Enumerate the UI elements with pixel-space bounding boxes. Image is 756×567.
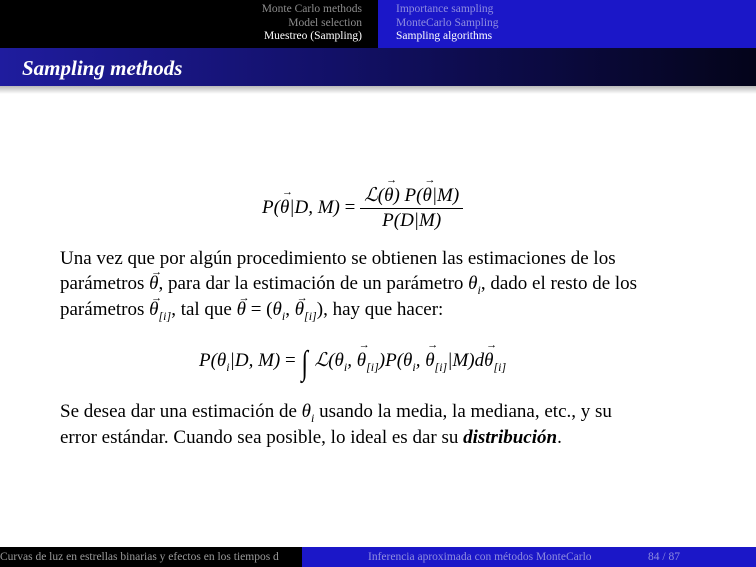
footer-right bbox=[302, 547, 756, 567]
paragraph-1-line-3: parámetros → $\theta_{[i]}$, tal que → $\theta = (\theta_i$, → $\theta_{[i]}$), hay que hacer: bbox=[60, 297, 443, 329]
paragraph-1-line-1: Una vez que por algún procedimiento se obtienen las estimaciones de los bbox=[60, 248, 616, 269]
nav-section-model-selection[interactable]: Model selection bbox=[288, 16, 362, 29]
frame-title-bar bbox=[0, 48, 756, 86]
text-segment: parámetros bbox=[60, 299, 145, 320]
nav-section-monte-carlo[interactable]: Monte Carlo methods bbox=[261, 3, 362, 15]
nav-section-list bbox=[0, 0, 378, 48]
nav-subsection-list bbox=[378, 0, 756, 48]
text-segment: Se desea dar una estimación de bbox=[60, 401, 297, 422]
footer-page-number: 84 / 87 bbox=[648, 551, 680, 563]
text-segment: , hay que hacer: bbox=[323, 299, 444, 320]
nav-subsection-algorithms[interactable]: Sampling algorithms bbox=[396, 30, 493, 42]
equation-marginal: $P(\theta_i|D$, M) = ∫ $ℒ(\theta_i$, → $\theta_{[i]})P(\theta_i$, → $\theta_{[i]}|M)d\to \theta_{[i]}$ bbox=[199, 345, 506, 383]
text-segment: usando la media, la mediana, etc., y su bbox=[319, 401, 612, 422]
title-shadow bbox=[0, 86, 756, 94]
emphasis-distribucion: distribución bbox=[463, 427, 558, 448]
footer-presentation-title: Curvas de luz en estrellas binarias y efectos en los tiempos d bbox=[0, 547, 302, 567]
text-segment: , para dar la estimación de un parámetro bbox=[158, 273, 464, 294]
nav-section-muestreo[interactable]: Muestreo (Sampling) bbox=[263, 30, 362, 42]
text-segment: , dado el resto de los bbox=[480, 273, 638, 294]
footer-section-title: Inferencia aproximada con métodos MonteCarlo bbox=[368, 551, 592, 563]
text-segment: , tal que bbox=[171, 299, 232, 320]
text-segment: error estándar. Cuando sea posible, lo ideal es dar su bbox=[60, 427, 459, 448]
text-segment: . bbox=[557, 427, 562, 448]
top-navigation bbox=[0, 0, 756, 48]
paragraph-2-line-2 bbox=[60, 425, 562, 450]
text-segment: parámetros bbox=[60, 273, 145, 294]
equation-posterior: P(→ θ|D, M) = $\frac{\text{ℒ(→ θ) P(→ θ|M)}}{P(D|M)}$ bbox=[262, 184, 463, 232]
nav-subsection-montecarlo[interactable]: MonteCarlo Sampling bbox=[396, 16, 499, 29]
footer-bar bbox=[0, 547, 756, 567]
paragraph-2-line-1: Se desea dar una estimación de $\theta_i$ usando la media, la mediana, etc., y su bbox=[60, 401, 612, 425]
paragraph-1-line-2: parámetros → θ, para dar la estimación de un parámetro $\theta_i$, dado el resto de los bbox=[60, 271, 637, 303]
frame-title: Sampling methods bbox=[22, 56, 183, 80]
nav-subsection-importance[interactable]: Importance sampling bbox=[396, 3, 494, 15]
